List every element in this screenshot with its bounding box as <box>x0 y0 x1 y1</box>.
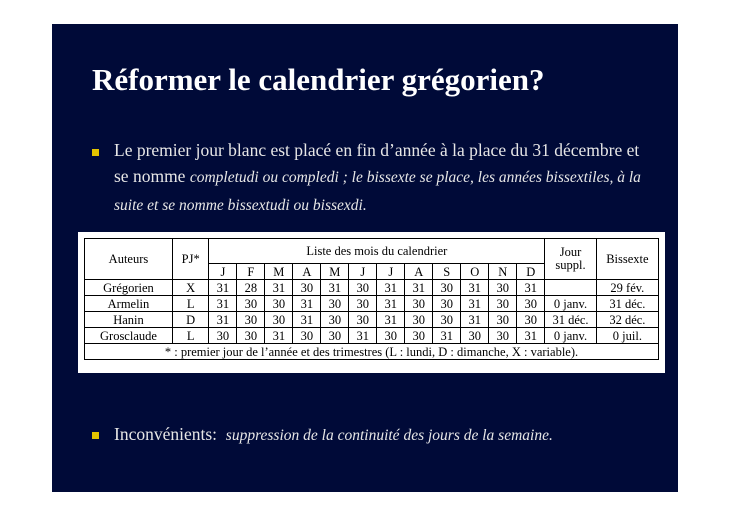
month-days-cell: 30 <box>209 328 237 344</box>
table-row <box>85 280 659 296</box>
calendar-table <box>84 238 659 360</box>
month-days-cell: 31 <box>265 280 293 296</box>
pj-cell: D <box>172 312 208 328</box>
author-cell: Hanin <box>85 312 173 328</box>
month-days-cell: 30 <box>405 328 433 344</box>
month-days-cell: 30 <box>517 296 545 312</box>
month-header: A <box>405 264 433 280</box>
month-days-cell: 30 <box>293 280 321 296</box>
month-header: J <box>377 264 405 280</box>
table-footnote-row <box>85 344 659 360</box>
bullet-1-italic-text: completudi ou compledi ; le bissexte se place, les années bissextiles, à la suite et se nomme bissextudi ou bissexdi. <box>114 169 641 214</box>
month-days-cell: 30 <box>489 328 517 344</box>
month-days-cell: 30 <box>377 328 405 344</box>
month-days-cell: 30 <box>405 312 433 328</box>
month-days-cell: 31 <box>321 280 349 296</box>
month-header: A <box>293 264 321 280</box>
month-header: J <box>349 264 377 280</box>
month-days-cell: 30 <box>321 328 349 344</box>
header-day-extra: Jour suppl. <box>545 239 596 280</box>
calendar-table-image <box>78 232 665 373</box>
month-header: J <box>209 264 237 280</box>
table-header-row <box>85 239 659 264</box>
table-footnote: * : premier jour de l’année et des trimestres (L : lundi, D : dimanche, X : variable). <box>85 344 659 360</box>
month-days-cell: 31 <box>293 296 321 312</box>
pj-cell: L <box>172 296 208 312</box>
header-leap: Bissexte <box>596 239 658 280</box>
month-days-cell: 30 <box>293 328 321 344</box>
month-days-cell: 31 <box>293 312 321 328</box>
author-cell: Grosclaude <box>85 328 173 344</box>
header-pj: PJ* <box>172 239 208 280</box>
month-days-cell: 30 <box>461 328 489 344</box>
month-days-cell: 30 <box>517 312 545 328</box>
month-days-cell: 30 <box>237 312 265 328</box>
month-days-cell: 31 <box>209 296 237 312</box>
bullet-square-icon <box>92 149 99 156</box>
table-row <box>85 296 659 312</box>
bullet-text-1 <box>114 137 654 219</box>
month-days-cell: 31 <box>405 280 433 296</box>
header-authors: Auteurs <box>85 239 173 280</box>
month-days-cell: 30 <box>489 312 517 328</box>
month-header: M <box>321 264 349 280</box>
day-extra-cell: 0 janv. <box>545 296 596 312</box>
author-cell: Armelin <box>85 296 173 312</box>
month-days-cell: 30 <box>321 296 349 312</box>
bullet-2-italic-text: suppression de la continuité des jours de la semaine. <box>225 427 553 444</box>
day-extra-cell: 31 déc. <box>545 312 596 328</box>
bullet-1-text: Le premier jour blanc est placé en fin d’année à la place du 31 décembre et se nomme <box>114 140 640 186</box>
month-days-cell: 31 <box>461 296 489 312</box>
day-extra-cell <box>545 280 596 296</box>
month-days-cell: 30 <box>349 312 377 328</box>
month-days-cell: 31 <box>209 280 237 296</box>
month-days-cell: 31 <box>377 280 405 296</box>
month-days-cell: 31 <box>349 328 377 344</box>
bullet-2-label: Inconvénients: <box>114 424 218 444</box>
month-days-cell: 30 <box>349 280 377 296</box>
month-days-cell: 31 <box>209 312 237 328</box>
month-days-cell: 30 <box>489 280 517 296</box>
month-header: F <box>237 264 265 280</box>
month-days-cell: 30 <box>405 296 433 312</box>
table-row <box>85 312 659 328</box>
month-header: D <box>517 264 545 280</box>
month-days-cell: 31 <box>265 328 293 344</box>
leap-cell: 0 juil. <box>596 328 658 344</box>
slide-title: Réformer le calendrier grégorien? <box>92 62 545 97</box>
month-days-cell: 28 <box>237 280 265 296</box>
author-cell: Grégorien <box>85 280 173 296</box>
leap-cell: 32 déc. <box>596 312 658 328</box>
month-days-cell: 31 <box>433 328 461 344</box>
month-days-cell: 30 <box>433 296 461 312</box>
pj-cell: L <box>172 328 208 344</box>
month-header: S <box>433 264 461 280</box>
leap-cell: 31 déc. <box>596 296 658 312</box>
month-header: N <box>489 264 517 280</box>
table-row <box>85 328 659 344</box>
month-header: O <box>461 264 489 280</box>
bullet-square-icon <box>92 432 99 439</box>
month-days-cell: 31 <box>517 328 545 344</box>
month-days-cell: 30 <box>237 328 265 344</box>
month-days-cell: 30 <box>265 312 293 328</box>
month-days-cell: 31 <box>461 312 489 328</box>
month-days-cell: 31 <box>517 280 545 296</box>
bullet-text-2 <box>114 421 553 449</box>
month-days-cell: 30 <box>489 296 517 312</box>
pj-cell: X <box>172 280 208 296</box>
month-days-cell: 30 <box>237 296 265 312</box>
month-header: M <box>265 264 293 280</box>
header-months-list: Liste des mois du calendrier <box>209 239 545 264</box>
month-days-cell: 31 <box>377 312 405 328</box>
month-days-cell: 30 <box>433 312 461 328</box>
month-days-cell: 30 <box>265 296 293 312</box>
month-days-cell: 30 <box>349 296 377 312</box>
month-days-cell: 31 <box>461 280 489 296</box>
day-extra-cell: 0 janv. <box>545 328 596 344</box>
leap-cell: 29 fév. <box>596 280 658 296</box>
month-days-cell: 31 <box>377 296 405 312</box>
month-days-cell: 30 <box>433 280 461 296</box>
month-days-cell: 30 <box>321 312 349 328</box>
